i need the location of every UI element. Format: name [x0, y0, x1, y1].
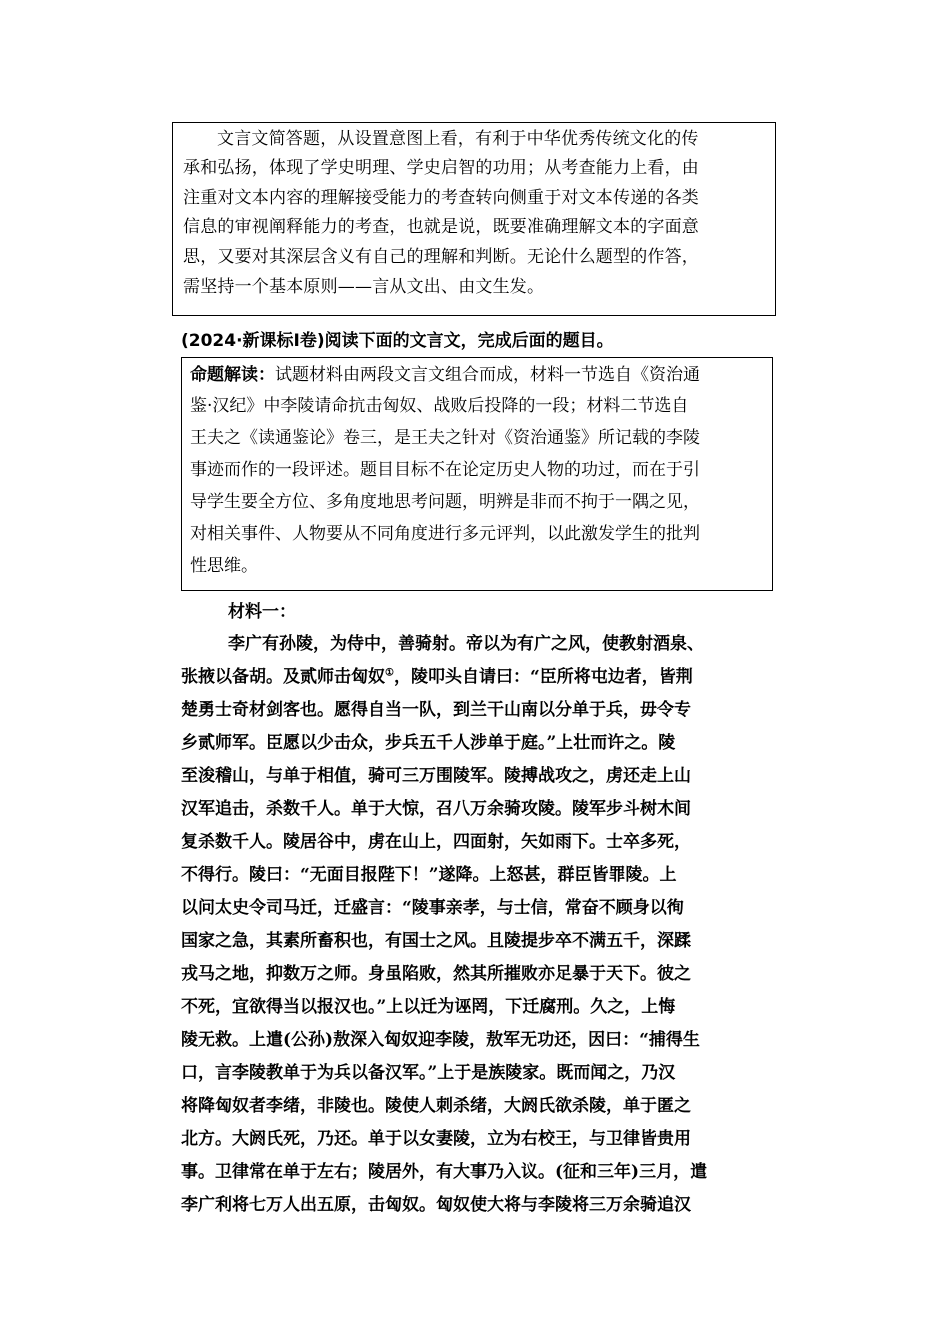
- material-line: 戎马之地，抑数万之师。身虽陷败，然其所摧败亦足暴于天下。彼之: [181, 964, 691, 984]
- source-line: [181, 326, 614, 351]
- material-line: 汉军追击，杀数千人。单于大惊，召八万余骑攻陵。陵军步斗树木间: [181, 799, 691, 819]
- material-line: 以问太史令司马迁，迁盛言：“陵事亲孝，与士信，常奋不顾身以徇: [181, 898, 684, 918]
- material-line: 乡贰师军。臣愿以少击众，步兵五千人涉单于庭。”上壮而许之。陵: [181, 733, 676, 753]
- material-line: 楚勇士奇材剑客也。愿得自当一队，到兰干山南以分单于兵，毋令专: [181, 700, 691, 720]
- material-line: 国家之急，其素所畜积也，有国士之风。且陵提步卒不满五千，深蹂: [181, 931, 691, 951]
- intro-line: 注重对文本内容的理解接受能力的考查转向侧重于对文本传递的各类: [183, 188, 699, 208]
- analysis-line: 性思维。: [190, 556, 258, 576]
- material-line: 李广利将七万人出五原，击匈奴。匈奴使大将与李陵将三万余骑追汉: [181, 1195, 691, 1215]
- intro-line: 思，又要对其深层含义有自己的理解和判断。无论什么题型的作答，: [183, 247, 699, 267]
- analysis-label: 命题解读：: [190, 365, 275, 385]
- material-line: 李广有孙陵，为侍中，善骑射。帝以为有广之风，使教射酒泉、: [228, 634, 704, 654]
- intro-line: 需坚持一个基本原则——言从文出、由文生发。: [183, 277, 545, 297]
- material-line: 北方。大阏氏死，乃还。单于以女妻陵，立为右校王，与卫律皆贵用: [181, 1129, 691, 1149]
- analysis-line: 事迹而作的一段评述。题目目标不在论定历史人物的功过，而在于引: [190, 460, 700, 480]
- material-line: 将降匈奴者李绪，非陵也。陵使人刺杀绪，大阏氏欲杀陵，单于匿之: [181, 1096, 691, 1116]
- source-text: 阅读下面的文言文，完成后面的题目。: [324, 331, 614, 351]
- intro-line: 信息的审视阐释能力的考查，也就是说，既要准确理解文本的字面意: [183, 217, 699, 237]
- material-line: 至浚稽山，与单于相值，骑可三万围陵军。陵搏战攻之，虏还走上山: [181, 766, 691, 786]
- analysis-line: 对相关事件、人物要从不同角度进行多元评判，以此激发学生的批判: [190, 524, 700, 544]
- material-title: 材料一：: [228, 602, 296, 622]
- material-line: 事。卫律常在单于左右；陵居外，有大事乃入议。(征和三年)三月，遣: [181, 1162, 708, 1182]
- analysis-line: 鉴·汉纪》中李陵请命抗击匈奴、战败后投降的一段；材料二节选自: [190, 396, 689, 416]
- material-text: ，陵叩头自请曰：“臣所将屯边者，皆荆: [393, 667, 693, 687]
- source-label: (2024·新课标Ⅰ卷): [181, 331, 325, 351]
- footnote-marker: ①: [385, 667, 394, 679]
- analysis-text: 试题材料由两段文言文组合而成，材料一节选自《资治通: [275, 365, 700, 385]
- material-line: 复杀数千人。陵居谷中，虏在山上，四面射，矢如雨下。士卒多死，: [181, 832, 691, 852]
- analysis-line: 导学生要全方位、多角度地思考问题，明辨是非而不拘于一隅之见，: [190, 492, 700, 512]
- material-line: 不死，宜欲得当以报汉也。”上以迁为诬罔，下迁腐刑。久之，上悔: [181, 997, 676, 1017]
- analysis-line: 王夫之《读通鉴论》卷三，是王夫之针对《资治通鉴》所记载的李陵: [190, 428, 700, 448]
- material-text: 张掖以备胡。及贰师击匈奴: [181, 667, 385, 687]
- intro-box: [172, 122, 776, 316]
- intro-line: 承和弘扬，体现了学史明理、学史启智的功用；从考查能力上看，由: [183, 158, 699, 178]
- intro-line: 文言文简答题，从设置意图上看，有利于中华优秀传统文化的传: [217, 129, 699, 149]
- material-line: [181, 662, 693, 687]
- analysis-line: [190, 360, 700, 390]
- material-line: 陵无救。上遣(公孙)敖深入匈奴迎李陵，敖军无功还，因曰：“捕得生: [181, 1030, 700, 1050]
- material-line: 不得行。陵曰：“无面目报陛下！”遂降。上怒甚，群臣皆罪陵。上: [181, 865, 677, 885]
- analysis-box: [181, 357, 773, 591]
- material-line: 口，言李陵教单于为兵以备汉军。”上于是族陵家。既而闻之，乃汉: [181, 1063, 676, 1083]
